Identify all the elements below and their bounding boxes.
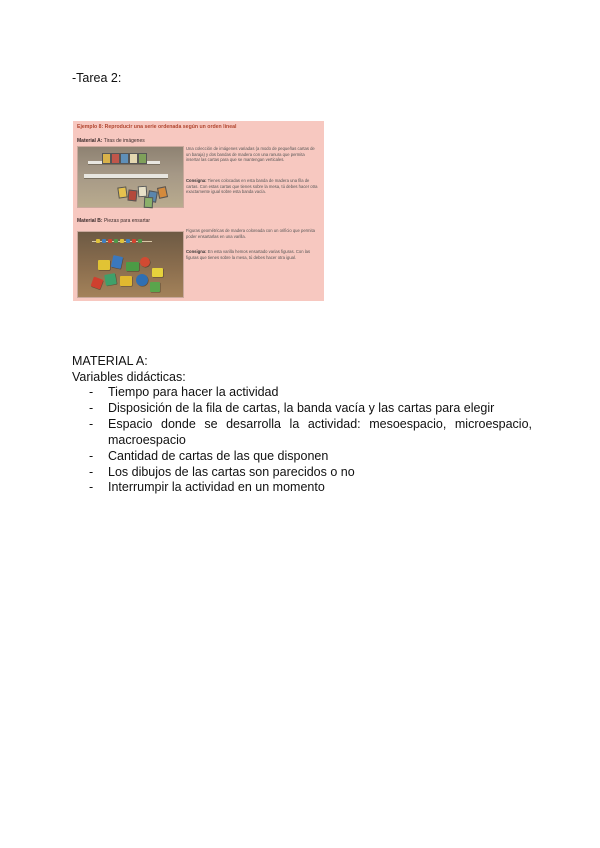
list-item-text: Tiempo para hacer la actividad bbox=[108, 385, 279, 399]
material-b-label: Material B: Piezas para ensartar bbox=[77, 218, 151, 224]
variables-list bbox=[72, 385, 532, 496]
material-a-description: Una colección de imágenes variadas (a modo de pequeñas cartas de un baraja) y dos bandas de madera con una ranura que permita insertar las cartas para que se mantengan verticales. bbox=[186, 146, 315, 163]
material-a-photo bbox=[77, 146, 184, 208]
material-a-name: Tiras de imágenes bbox=[103, 138, 145, 144]
task-heading: -Tarea 2: bbox=[72, 71, 122, 85]
list-item-text: Interrumpir la actividad en un momento bbox=[108, 480, 325, 495]
excerpt-title: Ejemplo 8: Reproducir una serie ordenada según un orden lineal bbox=[77, 124, 237, 130]
material-a-label: Material A: Tiras de imágenes bbox=[77, 138, 145, 144]
list-item bbox=[72, 465, 532, 481]
list-item-text: Disposición de la fila de cartas, la banda vacía y las cartas para elegir bbox=[108, 400, 495, 415]
list-item bbox=[72, 385, 532, 401]
material-b-consigna: Consigna: En esta varilla hemos ensartado varias figuras. Con las figuras que tienes sobre la mesa, tú debes hacer otra igual. bbox=[186, 249, 311, 260]
list-item bbox=[72, 417, 532, 449]
material-b-description: Figuras geométricas de madera coloreada con un orificio que permita poder ensartarlas en una varilla. bbox=[186, 228, 315, 239]
list-bullet: - bbox=[89, 480, 94, 495]
material-b-name: Piezas para ensartar bbox=[103, 218, 151, 224]
list-item bbox=[72, 480, 532, 496]
list-item-text: Los dibujos de las cartas son parecidos o no bbox=[108, 464, 355, 479]
material-b-photo bbox=[77, 231, 184, 298]
list-item bbox=[72, 401, 532, 417]
list-bullet: - bbox=[89, 448, 94, 463]
list-bullet: - bbox=[89, 416, 94, 431]
section-subtitle: Variables didácticas: bbox=[72, 370, 186, 384]
list-item bbox=[72, 449, 532, 465]
section-title: MATERIAL A: bbox=[72, 354, 148, 368]
list-bullet: - bbox=[89, 464, 94, 479]
material-a-section bbox=[72, 353, 186, 385]
list-bullet: - bbox=[89, 385, 94, 399]
list-item-text: Cantidad de cartas de las que disponen bbox=[108, 448, 329, 463]
list-item-text: Espacio donde se desarrolla la actividad: mesoespacio, microespacio, macroespacio bbox=[108, 416, 532, 447]
material-a-consigna: Consigna: Tienes colocadas en esta banda de madera una fila de cartas. Con estas cartas que tienes sobre la mesa, tú debes hacer otra exactamente igual sobre esta banda vacía. bbox=[186, 178, 318, 195]
textbook-excerpt-image bbox=[73, 121, 324, 301]
list-bullet: - bbox=[89, 400, 94, 415]
